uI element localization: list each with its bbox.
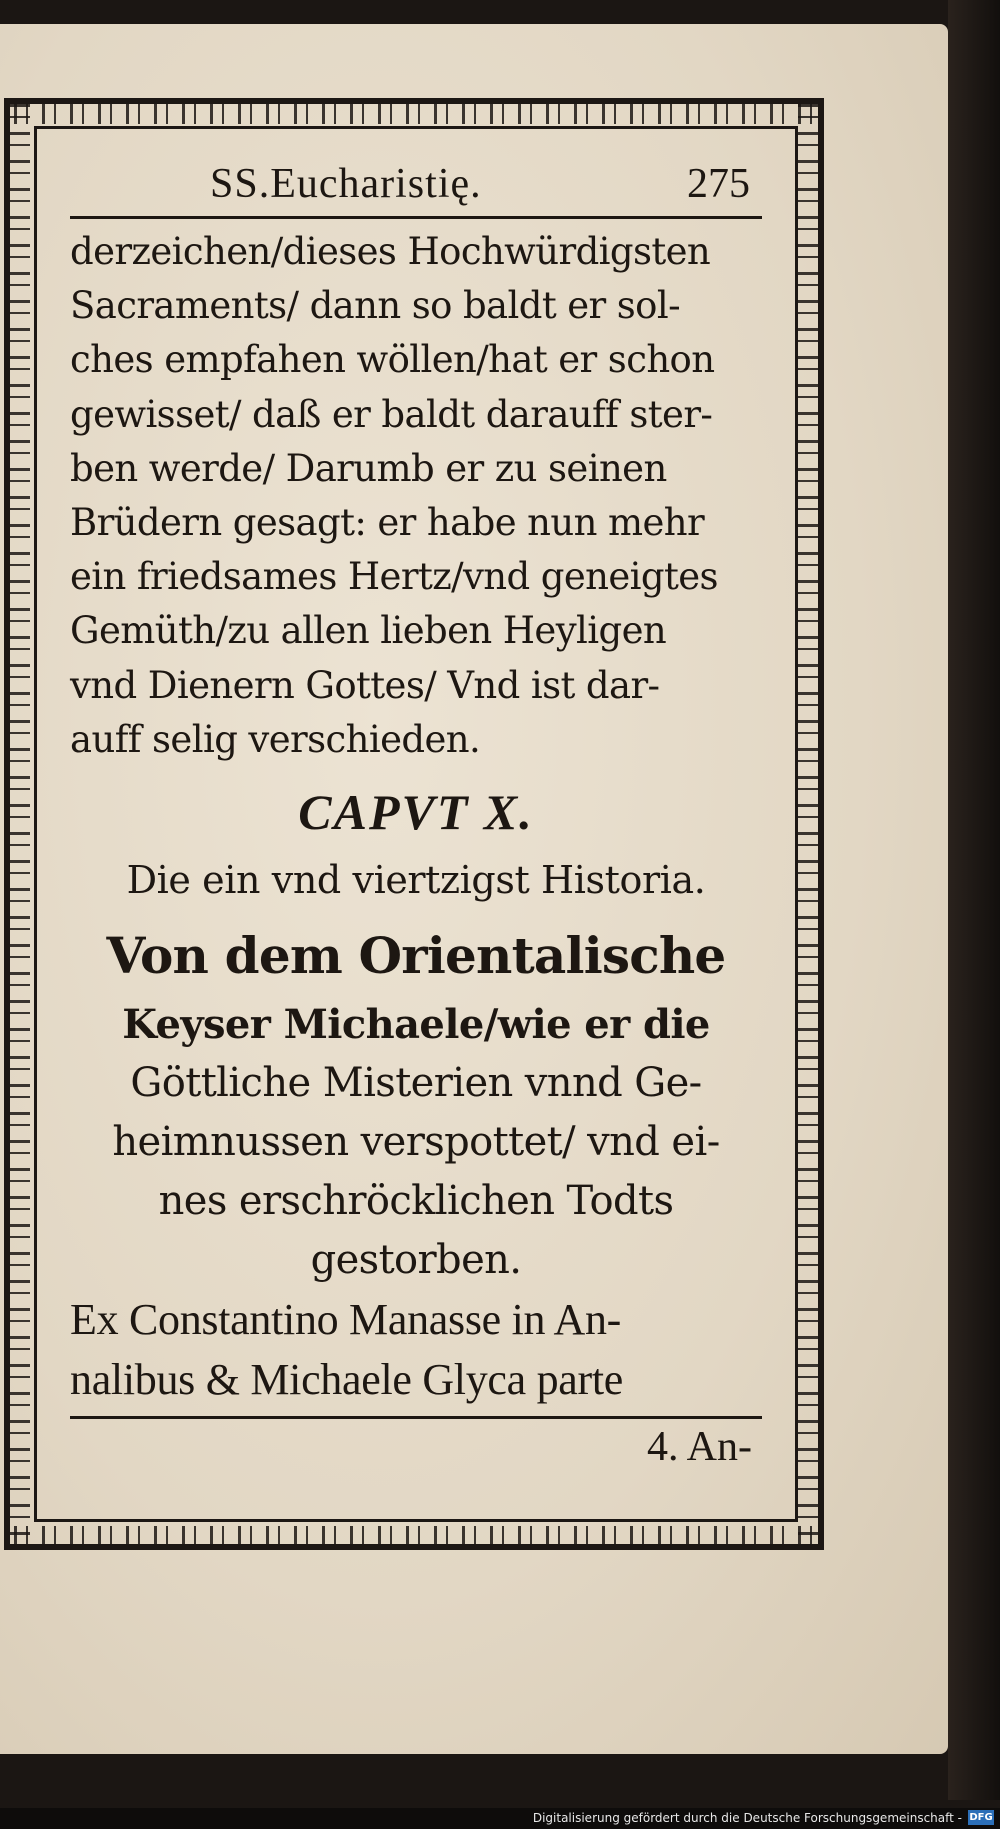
- body-line: auff selig verschieden.: [70, 717, 481, 761]
- body-line: ches empfahen wöllen/hat er schon: [70, 338, 715, 382]
- page-edge-shadow: [948, 0, 1000, 1800]
- body-line: Brüdern gesagt: er habe nun mehr: [70, 501, 705, 545]
- text-block: [70, 150, 762, 1475]
- running-head: [70, 150, 762, 216]
- catchword: 4. An-: [647, 1424, 752, 1471]
- page-number: 275: [687, 161, 750, 207]
- body-line: derzeichen/dieses Hochwürdigsten: [70, 230, 711, 273]
- running-head-title: SS.Eucharistię.: [210, 161, 482, 207]
- body-line: vnd Dienern Gottes/ Vnd ist dar-: [70, 663, 660, 707]
- body-line: ein friedsames Hertz/vnd geneigtes: [70, 555, 718, 599]
- body-line: Gemüth/zu allen lieben Heyligen: [70, 609, 667, 653]
- story-title-main: Von dem Orientalische: [106, 926, 726, 986]
- ornament-border-top: [14, 104, 814, 124]
- ornament-border-left: [10, 104, 30, 1544]
- ornament-border-bottom: [14, 1526, 814, 1546]
- source-citation-line: nalibus & Michaele Glyca parte: [70, 1355, 624, 1405]
- body-line: gewisset/ daß er baldt darauff ster-: [70, 392, 713, 436]
- story-title-line: Göttliche Misterien vnnd Ge-: [130, 1060, 702, 1107]
- ornament-border-right: [798, 104, 818, 1544]
- body-text: [70, 225, 762, 767]
- source-citation-line: Ex Constantino Manasse in An-: [70, 1295, 622, 1345]
- body-line: ben werde/ Darumb er zu seinen: [70, 446, 667, 490]
- story-title-line: gestorben.: [310, 1237, 522, 1284]
- story-title-line: Keyser Michaele/wie er die: [122, 1001, 710, 1049]
- historia-subheading: Die ein vnd viertzigst Historia.: [126, 858, 706, 903]
- story-title-line: heimnussen verspottet/ vnd ei-: [112, 1119, 720, 1166]
- digitization-credit: Digitalisierung gefördert durch die Deutsche Forschungsgemeinschaft -: [532, 1811, 962, 1825]
- head-rule: [70, 216, 762, 219]
- body-line: Sacraments/ dann so baldt er sol-: [70, 284, 680, 328]
- story-title-line: nes erschröcklichen Todts: [158, 1178, 674, 1225]
- dfg-logo: DFG: [969, 1812, 993, 1823]
- chapter-heading: CAPVT X.: [298, 784, 534, 841]
